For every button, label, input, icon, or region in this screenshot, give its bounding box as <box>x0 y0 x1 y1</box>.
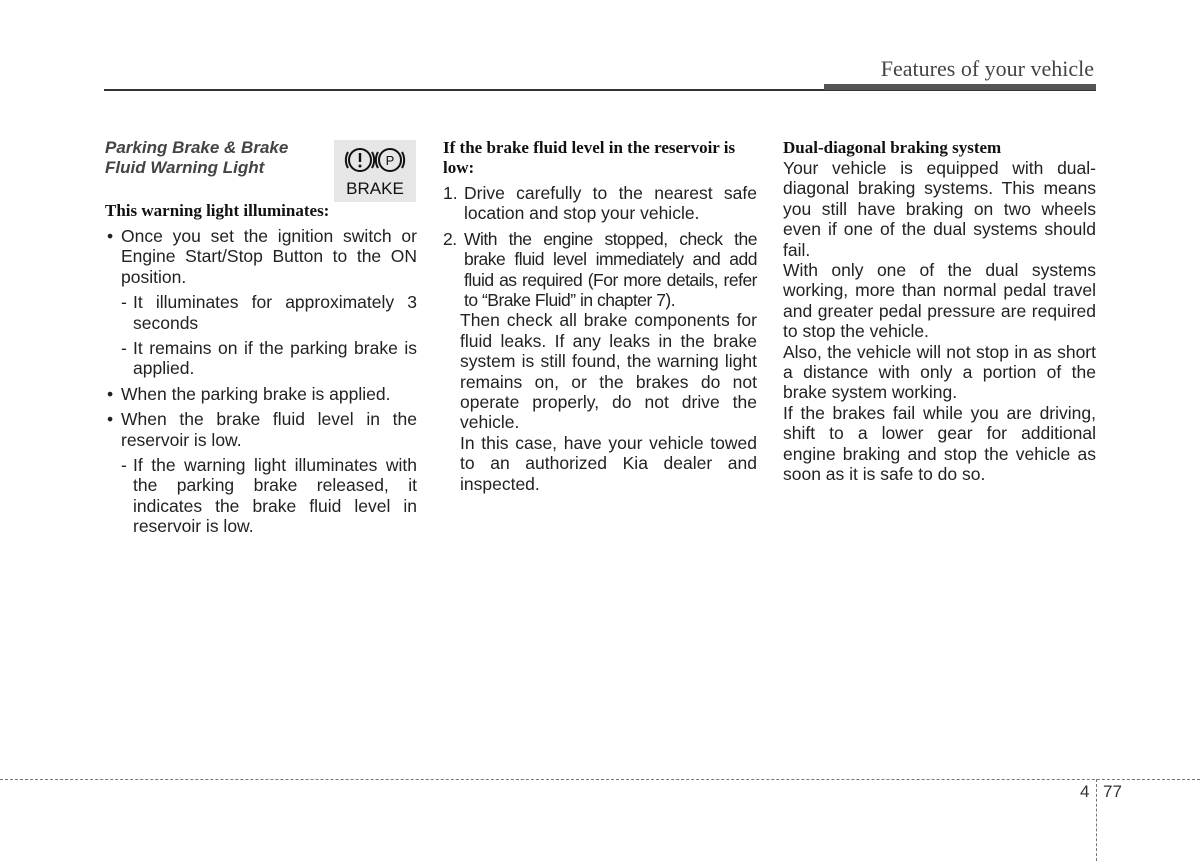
column-right <box>783 138 1096 485</box>
section-title-line2: Fluid Warning Light <box>105 158 265 177</box>
sub-list-item: - If the warning light illuminates with the parking brake released, it indicates the brake fluid level in reservoir is low. <box>121 455 417 537</box>
list-item: • When the parking brake is applied. <box>107 383 391 404</box>
header-title: Features of your vehicle <box>880 56 1094 81</box>
list-item-text: Drive carefully to the nearest safe location and stop your vehicle. <box>464 183 757 224</box>
footer-divider-vertical <box>1096 779 1097 861</box>
sub-list-item: - It remains on if the parking brake is applied. <box>121 338 417 379</box>
list-item-number: 1. <box>443 183 458 203</box>
subheading: This warning light illuminates: <box>105 201 330 220</box>
list-item: • Once you set the ignition switch or Engine Start/Stop Button to the ON position. <box>107 226 417 287</box>
brake-warning-icon <box>334 140 416 202</box>
page-number: 77 <box>1103 782 1122 801</box>
section-title-line1: Parking Brake & Brake <box>105 138 289 157</box>
paragraph: In this case, have your vehicle towed to an authorized Kia dealer and inspected. <box>460 432 757 494</box>
list-item: • When the brake fluid level in the reservoir is low. <box>107 409 417 450</box>
sub-list-item-text: It remains on if the parking brake is applied. <box>133 338 417 379</box>
paragraph: With only one of the dual systems working, more than normal pedal travel and greater pedal pressure are required to stop the vehicle. <box>783 260 1096 342</box>
subheading: Dual-diagonal braking system <box>783 138 1002 157</box>
sub-list-item-text: If the warning light illuminates with the parking brake released, it indicates the brake fluid level in reservoir is low. <box>133 455 417 537</box>
list-item-text: With the engine stopped, check the brake fluid level immediately and add fluid as required (For more details, refer to “Brake Fluid” in chapter 7). <box>464 228 757 311</box>
svg-text:P: P <box>385 153 395 168</box>
sub-list-item: - It illuminates for approximately 3 seconds <box>121 292 417 333</box>
chapter-number: 4 <box>1080 782 1090 801</box>
list-item-text: Once you set the ignition switch or Engine Start/Stop Button to the ON position. <box>121 226 417 287</box>
subheading: If the brake fluid level in the reservoir is low: <box>443 138 736 177</box>
paragraph: Then check all brake components for fluid leaks. If any leaks in the brake system is still found, the warning light remains on, or the brakes do not operate properly, do not drive the vehicle. <box>460 310 757 433</box>
list-item <box>443 183 757 224</box>
header-rule-accent <box>824 84 1096 90</box>
sub-list-item-text: It illuminates for approximately 3 seconds <box>133 292 417 333</box>
paragraph: Your vehicle is equipped with dual-diagonal braking systems. This means you still have braking on two wheels even if one of the dual systems should fail. <box>783 158 1096 260</box>
list-item <box>443 229 757 311</box>
column-middle <box>443 138 757 494</box>
paragraph: If the brakes fail while you are driving, shift to a lower gear for additional engine braking and stop the vehicle as soon as it is safe to do so. <box>783 402 1096 485</box>
list-item-text: When the brake fluid level in the reservoir is low. <box>121 409 417 450</box>
list-item-text: When the parking brake is applied. <box>121 383 391 404</box>
paragraph: Also, the vehicle will not stop in as short a distance with only a portion of the brake system working. <box>783 341 1096 403</box>
brake-icon-caption: BRAKE <box>346 179 404 198</box>
list-item-number: 2. <box>443 228 457 249</box>
footer-divider <box>0 779 1200 780</box>
